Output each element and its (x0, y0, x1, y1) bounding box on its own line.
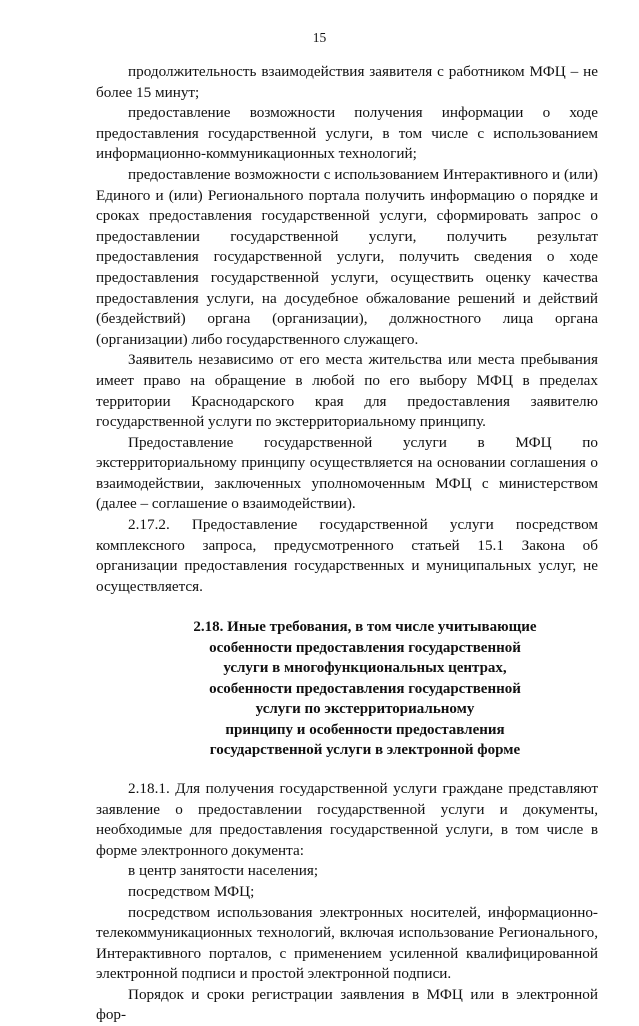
paragraph-2-18-1: 2.18.1. Для получения государственной услуги граждане представляют заявление о предоставлении государственной услуги и документы, необходимые для предоставления государственной услуги, в том числе в форме электронного документа: (96, 779, 598, 859)
heading-line: услуги в многофункциональных центрах, (223, 660, 507, 677)
heading-line: государственной услуги в электронной форме (209, 742, 521, 759)
heading-line: услуги по экстерриториальному (255, 701, 475, 718)
section-heading-2-18 (132, 617, 598, 761)
heading-line: особенности предоставления государственной (209, 680, 521, 697)
document-body (96, 62, 598, 1026)
paragraph-extraterritorial-right: Заявитель независимо от его места жительства или места пребывания имеет право на обращение в любой по его выбору МФЦ в пределах территории Краснодарского края для предоставления заявителю государственной услуги по экстерриториальному принципу. (96, 351, 598, 431)
list-item-mfc: посредством МФЦ; (128, 882, 255, 900)
paragraph-2-17-2: 2.17.2. Предоставление государственной услуги посредством комплексного запроса, предусмотренного статьей 15.1 Закона об организации предоставления государственных и муниципальных услуг, не осуществляется. (96, 516, 598, 595)
heading-line: особенности предоставления государственной (209, 639, 521, 656)
paragraph-duration: продолжительность взаимодействия заявителя с работником МФЦ – не более 15 минут; (96, 63, 598, 101)
heading-line: принципу и особенности предоставления (225, 721, 505, 738)
paragraph-progress-info: предоставление возможности получения информации о ходе предоставления государственной услуги, в том числе с использованием информационно-коммуникационных технологий; (96, 104, 598, 163)
paragraph-registration-order: Порядок и сроки регистрации заявления в МФЦ или в электронной фор- (96, 985, 598, 1024)
paragraph-extraterritorial-agreement: Предоставление государственной услуги в МФЦ по экстерриториальному принципу осуществляется на основании соглашения о взаимодействии, заключенных уполномоченным МФЦ с министерством (далее – соглашение о взаимодействии). (96, 433, 598, 513)
list-item-employment-center: в центр занятости населения; (128, 862, 319, 880)
page-number: 15 (312, 30, 327, 45)
list-item-electronic-means: посредством использования электронных носителей, информационно-телекоммуникационных технологий, включая использование Регионального, Интерактивного порталов, с применением усиленной квалифицированной электронной подписи и простой электронной подписи. (96, 903, 598, 983)
heading-line: 2.18. Иные требования, в том числе учитывающие (193, 619, 537, 636)
paragraph-portal-access: предоставление возможности с использованием Интерактивного и (или) Единого и (или) Регионального портала получить информацию о порядке и сроках предоставления государственной услуги, сформировать запрос о предоставлении государственной услуги, получить результат предоставления государственной услуги, получить сведения о ходе предоставления государственной услуги, осуществить оценку качества предоставления услуги, на досудебное обжалование решений и действий (бездействий) органа (организации), должностного лица органа (организации) либо государственного служащего. (96, 165, 598, 348)
